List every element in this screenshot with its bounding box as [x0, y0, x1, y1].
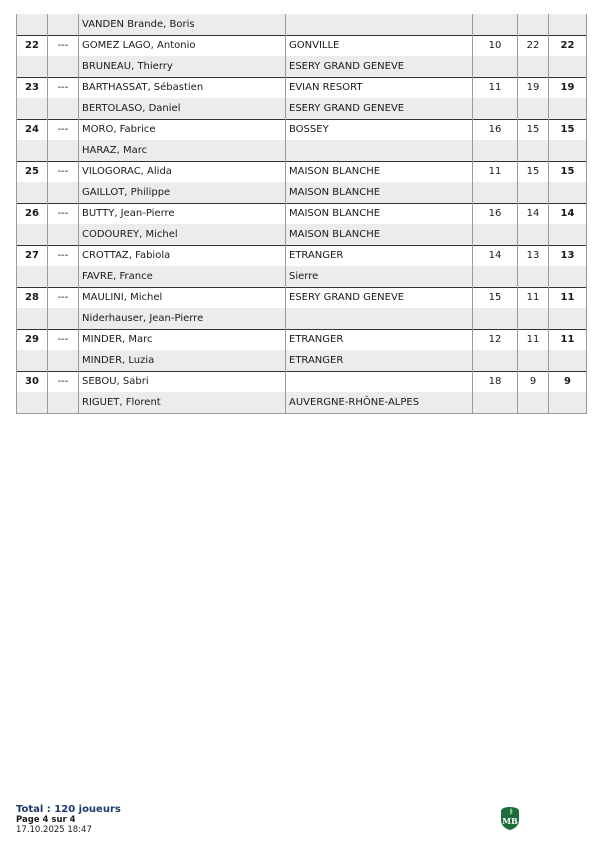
club-name: [286, 308, 473, 329]
club-name: EVIAN RESORT: [286, 77, 473, 98]
club-name: AUVERGNE-RHÔNE-ALPES: [286, 392, 473, 413]
rank-cell: 24: [17, 119, 48, 140]
club-name: ETRANGER: [286, 350, 473, 371]
score-cell: 19: [518, 77, 549, 98]
table-row: [17, 245, 587, 266]
dash-cell: ---: [48, 77, 79, 98]
rank-cell: [17, 14, 48, 35]
empty-cell: [473, 392, 518, 413]
empty-cell: [518, 266, 549, 287]
rank-cell: 23: [17, 77, 48, 98]
results-body: [17, 14, 587, 413]
empty-cell: [473, 224, 518, 245]
player-name: VANDEN Brande, Boris: [79, 14, 286, 35]
empty-cell: [549, 182, 587, 203]
empty-cell: [17, 182, 48, 203]
table-row: [17, 14, 587, 35]
empty-cell: [473, 308, 518, 329]
club-name: MAISON BLANCHE: [286, 203, 473, 224]
score-cell: [473, 14, 518, 35]
total-cell: 13: [549, 245, 587, 266]
player-name: FAVRE, France: [79, 266, 286, 287]
score-cell: 9: [518, 371, 549, 392]
club-name: BOSSEY: [286, 119, 473, 140]
footer: [16, 805, 121, 835]
total-players: Total : 120 joueurs: [16, 804, 121, 815]
rank-cell: 26: [17, 203, 48, 224]
rank-cell: 30: [17, 371, 48, 392]
table-row: [17, 350, 587, 371]
score-cell: 11: [473, 77, 518, 98]
table-row: [17, 329, 587, 350]
empty-cell: [17, 308, 48, 329]
player-name: MINDER, Luzia: [79, 350, 286, 371]
player-name: SEBOU, Sabri: [79, 371, 286, 392]
player-name: BRUNEAU, Thierry: [79, 56, 286, 77]
empty-cell: [518, 350, 549, 371]
club-name: [286, 14, 473, 35]
club-name: Sierre: [286, 266, 473, 287]
score-cell: 11: [473, 161, 518, 182]
table-row: [17, 35, 587, 56]
empty-cell: [518, 392, 549, 413]
empty-cell: [473, 56, 518, 77]
empty-cell: [17, 392, 48, 413]
empty-cell: [518, 224, 549, 245]
empty-cell: [473, 182, 518, 203]
player-name: MORO, Fabrice: [79, 119, 286, 140]
total-cell: 11: [549, 287, 587, 308]
score-cell: 22: [518, 35, 549, 56]
dash-cell: ---: [48, 203, 79, 224]
empty-cell: [48, 140, 79, 161]
empty-cell: [549, 140, 587, 161]
empty-cell: [48, 308, 79, 329]
timestamp: 17.10.2025 18:47: [16, 825, 92, 835]
score-cell: 13: [518, 245, 549, 266]
empty-cell: [549, 98, 587, 119]
empty-cell: [518, 182, 549, 203]
results-table: [16, 14, 587, 414]
total-cell: 15: [549, 119, 587, 140]
table-row: [17, 266, 587, 287]
table-row: [17, 224, 587, 245]
empty-cell: [48, 392, 79, 413]
total-cell: 19: [549, 77, 587, 98]
table-row: [17, 287, 587, 308]
table-row: [17, 371, 587, 392]
player-name: BERTOLASO, Daniel: [79, 98, 286, 119]
score-cell: 11: [518, 287, 549, 308]
empty-cell: [17, 140, 48, 161]
player-name: CROTTAZ, Fabiola: [79, 245, 286, 266]
table-row: [17, 161, 587, 182]
score-cell: 11: [518, 329, 549, 350]
table-row: [17, 392, 587, 413]
empty-cell: [48, 56, 79, 77]
empty-cell: [17, 98, 48, 119]
empty-cell: [549, 224, 587, 245]
score-cell: 15: [473, 287, 518, 308]
player-name: HARAZ, Marc: [79, 140, 286, 161]
table-row: [17, 308, 587, 329]
table-row: [17, 98, 587, 119]
player-name: BUTTY, Jean-Pierre: [79, 203, 286, 224]
score-cell: [518, 14, 549, 35]
rank-cell: 27: [17, 245, 48, 266]
total-cell: 11: [549, 329, 587, 350]
empty-cell: [48, 266, 79, 287]
empty-cell: [518, 140, 549, 161]
total-cell: 15: [549, 161, 587, 182]
club-name: MAISON BLANCHE: [286, 161, 473, 182]
empty-cell: [17, 224, 48, 245]
total-cell: 22: [549, 35, 587, 56]
rank-cell: 28: [17, 287, 48, 308]
table-row: [17, 140, 587, 161]
empty-cell: [473, 350, 518, 371]
player-name: GAILLOT, Philippe: [79, 182, 286, 203]
dash-cell: ---: [48, 119, 79, 140]
score-cell: 12: [473, 329, 518, 350]
club-name: [286, 371, 473, 392]
empty-cell: [48, 182, 79, 203]
empty-cell: [473, 266, 518, 287]
empty-cell: [473, 140, 518, 161]
empty-cell: [518, 308, 549, 329]
logo-text: MB: [502, 816, 518, 826]
club-name: GONVILLE: [286, 35, 473, 56]
rank-cell: 22: [17, 35, 48, 56]
club-name: ESERY GRAND GENEVE: [286, 56, 473, 77]
empty-cell: [17, 266, 48, 287]
empty-cell: [473, 98, 518, 119]
empty-cell: [549, 56, 587, 77]
club-name: ESERY GRAND GENEVE: [286, 287, 473, 308]
player-name: Niderhauser, Jean-Pierre: [79, 308, 286, 329]
table-row: [17, 77, 587, 98]
empty-cell: [518, 56, 549, 77]
empty-cell: [549, 308, 587, 329]
empty-cell: [549, 392, 587, 413]
club-logo-icon: [497, 805, 523, 831]
player-name: MAULINI, Michel: [79, 287, 286, 308]
total-cell: [549, 14, 587, 35]
dash-cell: ---: [48, 287, 79, 308]
club-name: ESERY GRAND GENEVE: [286, 98, 473, 119]
score-cell: 10: [473, 35, 518, 56]
dash-cell: ---: [48, 329, 79, 350]
club-name: ETRANGER: [286, 245, 473, 266]
empty-cell: [48, 350, 79, 371]
page-number: Page 4 sur 4: [16, 815, 76, 825]
table-row: [17, 203, 587, 224]
table-row: [17, 119, 587, 140]
club-name: ETRANGER: [286, 329, 473, 350]
player-name: VILOGORAC, Alida: [79, 161, 286, 182]
club-name: MAISON BLANCHE: [286, 224, 473, 245]
empty-cell: [549, 350, 587, 371]
total-cell: 14: [549, 203, 587, 224]
table-row: [17, 182, 587, 203]
empty-cell: [48, 98, 79, 119]
player-name: BARTHASSAT, Sébastien: [79, 77, 286, 98]
score-cell: 18: [473, 371, 518, 392]
empty-cell: [549, 266, 587, 287]
dash-cell: ---: [48, 161, 79, 182]
dash-cell: ---: [48, 371, 79, 392]
empty-cell: [48, 224, 79, 245]
score-cell: 14: [518, 203, 549, 224]
score-cell: 15: [518, 119, 549, 140]
rank-cell: 25: [17, 161, 48, 182]
score-cell: 16: [473, 203, 518, 224]
empty-cell: [518, 98, 549, 119]
empty-cell: [17, 350, 48, 371]
table-row: [17, 56, 587, 77]
dash-cell: [48, 14, 79, 35]
player-name: CODOUREY, Michel: [79, 224, 286, 245]
total-cell: 9: [549, 371, 587, 392]
player-name: MINDER, Marc: [79, 329, 286, 350]
score-cell: 16: [473, 119, 518, 140]
player-name: RIGUET, Florent: [79, 392, 286, 413]
player-name: GOMEZ LAGO, Antonio: [79, 35, 286, 56]
empty-cell: [17, 56, 48, 77]
dash-cell: ---: [48, 245, 79, 266]
club-name: MAISON BLANCHE: [286, 182, 473, 203]
rank-cell: 29: [17, 329, 48, 350]
dash-cell: ---: [48, 35, 79, 56]
score-cell: 14: [473, 245, 518, 266]
score-cell: 15: [518, 161, 549, 182]
club-name: [286, 140, 473, 161]
